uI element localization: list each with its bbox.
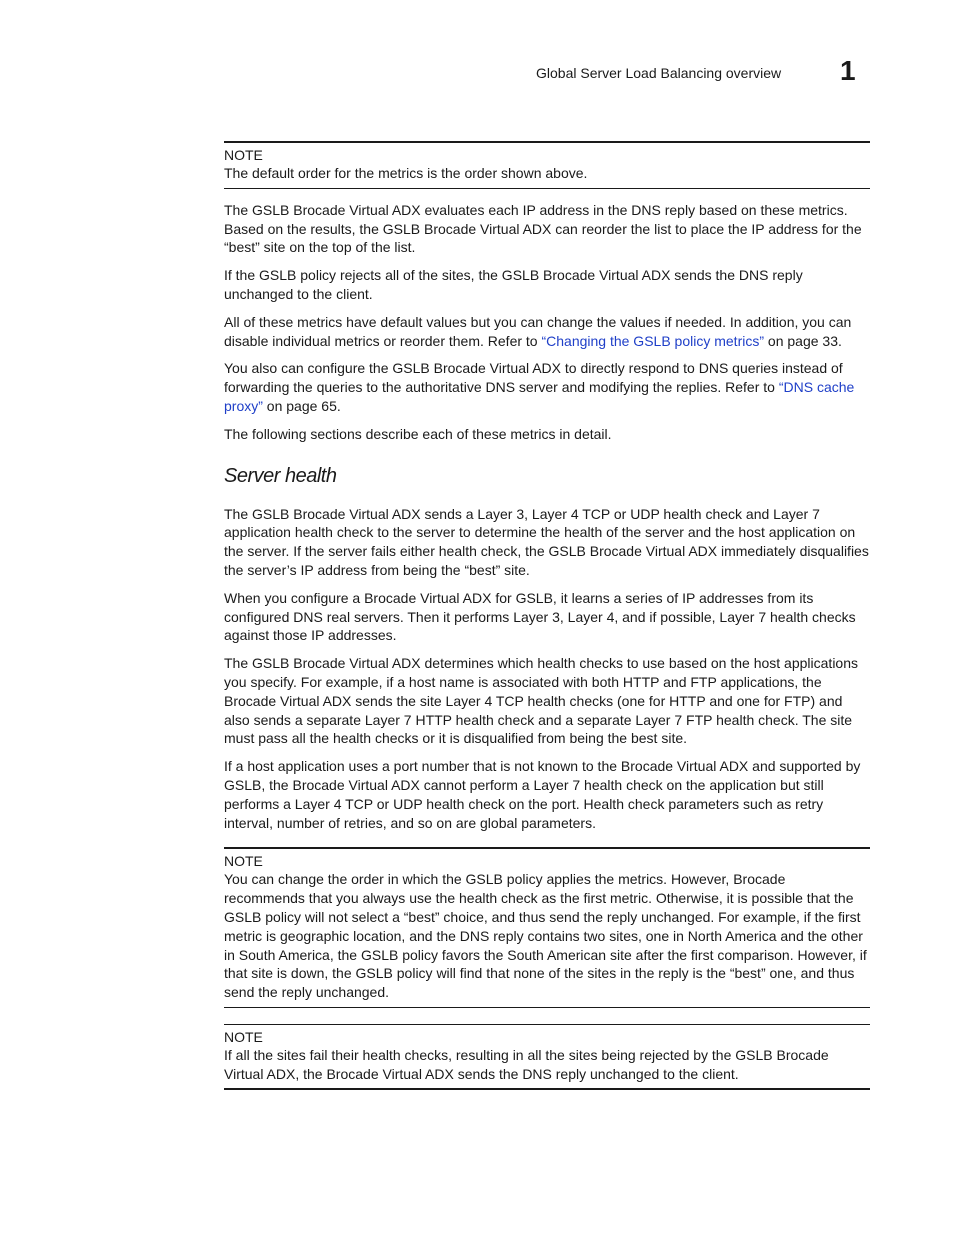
note-label: NOTE <box>224 147 263 163</box>
paragraph-default-values <box>224 313 870 351</box>
section-heading-server-health: Server health <box>224 464 337 487</box>
paragraph-server-health-4: If a host application uses a port number that is not known to the Brocade Virtual ADX and supported by GSLB, the Brocade Virtual ADX cannot perform a Layer 7 health check on the application but still performs a Layer 4 TCP or UDP health check on the port. Health check parameters such as retry interval, number of retries, and so on are global parameters. <box>224 758 861 831</box>
text-span: on page 65. <box>262 397 341 414</box>
note-default-order <box>224 141 870 189</box>
link-dns-cache-proxy[interactable]: “DNS cache proxy” <box>224 379 855 414</box>
note-text: You can change the order in which the GSLB policy applies the metrics. However, Brocade recommends that you always use the health check as the first metric. Otherwise, it is possible that the GSLB policy will not select a “best” choice, and thus send the reply unchanged. For example, if the first metric is geographic location, and the DNS reply contains two sites, one in North America and the other in South America, the GSLB policy favors the South American site after the first comparison. However, if that site is down, the GSLB policy will find that none of the sites in the reply is the “best” one, and thus send the reply unchanged. <box>224 871 867 1001</box>
paragraph-server-health-3: The GSLB Brocade Virtual ADX determines which health checks to use based on the host applications you specify. For example, if a host name is associated with both HTTP and FTP applications, the Brocade Virtual ADX sends the site Layer 4 TCP health checks (one for HTTP and one for FTP) and also sends a separate Layer 7 HTTP health check and a separate Layer 7 FTP health check. The site must pass all the health checks or it is disqualified from being the best site. <box>224 655 858 747</box>
running-header-title: Global Server Load Balancing overview <box>536 65 782 81</box>
paragraph-policy-rejects: If the GSLB policy rejects all of the sites, the GSLB Brocade Virtual ADX sends the DNS reply unchanged to the client. <box>224 267 803 302</box>
paragraph-following-sections: The following sections describe each of these metrics in detail. <box>224 425 612 442</box>
note-label: NOTE <box>224 853 263 870</box>
note-text: The default order for the metrics is the order shown above. <box>224 165 588 181</box>
note-metric-order <box>224 847 870 1008</box>
note-text: If all the sites fail their health checks, resulting in all the sites being rejected by the GSLB Brocade Virtual ADX, the Brocade Virtual ADX sends the DNS reply unchanged to the client. <box>224 1046 829 1082</box>
note-label: NOTE <box>224 1028 263 1045</box>
paragraph-metrics-evaluation: The GSLB Brocade Virtual ADX evaluates each IP address in the DNS reply based on these metrics. Based on the results, the GSLB Brocade Virtual ADX can reorder the list to place the IP address for the “best” site on the top of the list. <box>224 201 862 256</box>
paragraph-server-health-2: When you configure a Brocade Virtual ADX for GSLB, it learns a series of IP addresses from its configured DNS real servers. Then it performs Layer 3, Layer 4, and if possible, Layer 7 health checks against those IP addresses. <box>224 589 856 644</box>
text-span: All of these metrics have default values but you can change the values if needed. In addition, you can disable individual metrics or reorder them. Refer to <box>224 313 852 349</box>
note-health-checks-fail <box>224 1024 870 1091</box>
text-span: You also can configure the GSLB Brocade Virtual ADX to directly respond to DNS queries instead of forwarding the queries to the authoritative DNS server and modifying the replies. Refer to <box>224 360 843 396</box>
chapter-number: 1 <box>840 55 856 86</box>
link-changing-gslb-policy-metrics[interactable]: “Changing the GSLB policy metrics” <box>541 332 765 349</box>
text-span: on page 33. <box>764 332 842 349</box>
paragraph-server-health-1: The GSLB Brocade Virtual ADX sends a Layer 3, Layer 4 TCP or UDP health check and Layer 7 application health check to the server to determine the health of the server and the host application on the server. If the server fails either health check, the GSLB Brocade Virtual ADX immediately disqualifies the server’s IP address from being the “best” site. <box>224 505 869 578</box>
page-content <box>224 141 870 1102</box>
paragraph-dns-cache <box>224 359 870 415</box>
